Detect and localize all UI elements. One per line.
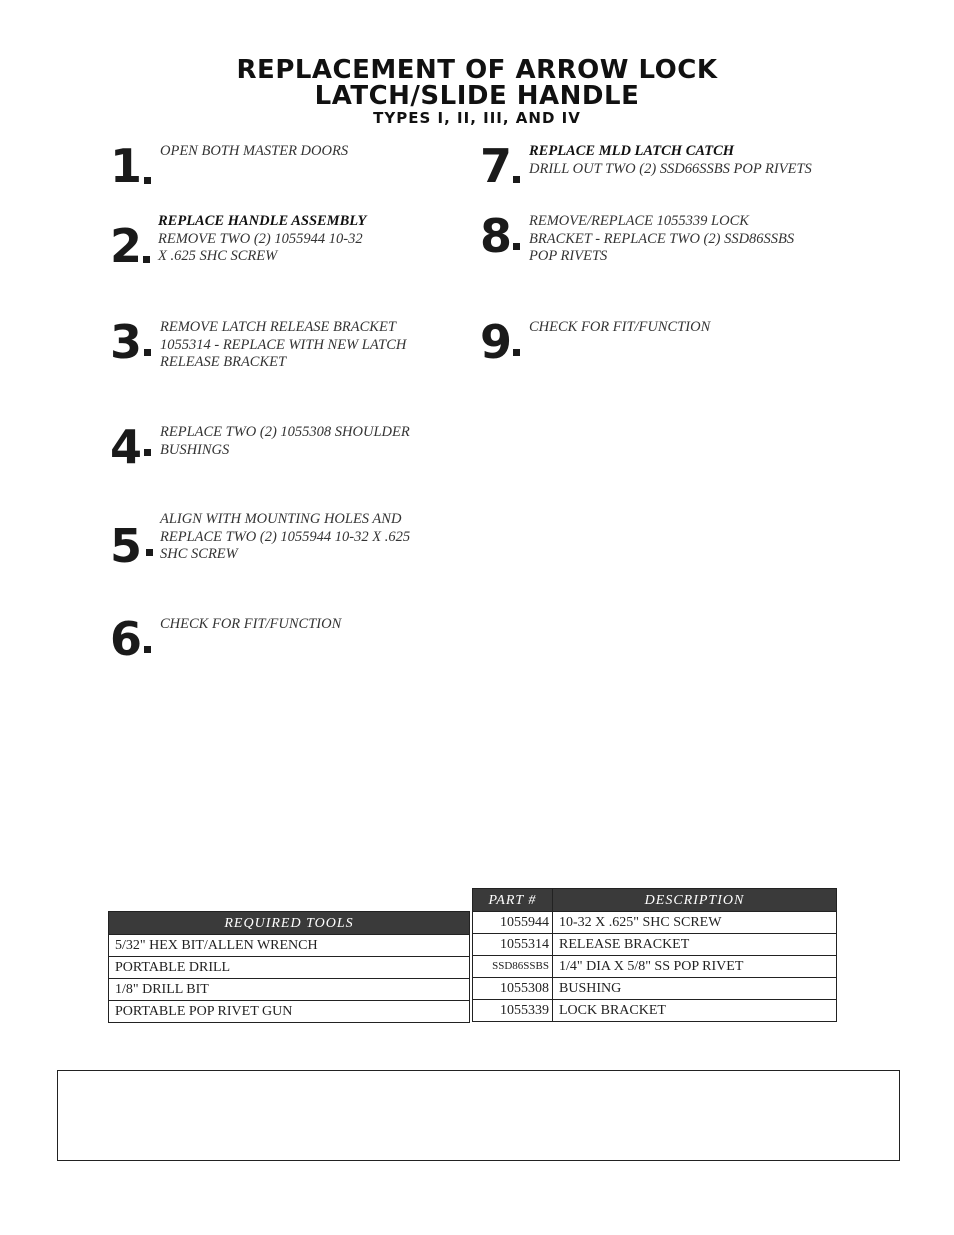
title-line-1: REPLACEMENT OF ARROW LOCK bbox=[236, 55, 718, 85]
table-row: 1/8" DRILL BIT bbox=[109, 979, 470, 1001]
step-text: REMOVE LATCH RELEASE BRACKET 1055314 - REPLACE WITH NEW LATCH RELEASE BRACKET bbox=[160, 319, 407, 370]
required-tools-table bbox=[108, 911, 470, 1023]
table-row: 1055308 BUSHING bbox=[473, 978, 837, 1000]
step-number: 1 bbox=[110, 139, 143, 193]
description-header: DESCRIPTION bbox=[553, 889, 837, 912]
title-line-2: LATCH/SLIDE HANDLE bbox=[314, 81, 640, 111]
step-dot bbox=[144, 177, 151, 184]
step-text: ALIGN WITH MOUNTING HOLES AND REPLACE TWO (2) 1055944 10-32 X .625 SHC SCREW bbox=[160, 511, 411, 562]
step-number: 7 bbox=[480, 139, 513, 193]
part-number-header: PART # bbox=[473, 889, 553, 912]
step-text: REPLACE MLD LATCH CATCH DRILL OUT TWO (2) SSD66SSBS POP RIVETS bbox=[529, 143, 812, 177]
parts-table bbox=[472, 888, 837, 1022]
step-dot bbox=[144, 349, 151, 356]
table-row: 1055339 LOCK BRACKET bbox=[473, 1000, 837, 1022]
step-number: 9 bbox=[480, 315, 513, 369]
step-number: 5 bbox=[110, 519, 143, 573]
step-dot bbox=[513, 243, 520, 250]
step-number: 4 bbox=[110, 420, 143, 474]
table-row: SSD86SSBS 1/4" DIA X 5/8" SS POP RIVET bbox=[473, 956, 837, 978]
step-number: 2 bbox=[110, 219, 143, 273]
step-dot bbox=[144, 449, 151, 456]
step-text: REPLACE TWO (2) 1055308 SHOULDER BUSHINGS bbox=[160, 424, 410, 458]
step-text: REMOVE/REPLACE 1055339 LOCK BRACKET - REPLACE TWO (2) SSD86SSBS POP RIVETS bbox=[529, 213, 795, 264]
notes-box bbox=[57, 1070, 900, 1161]
step-dot bbox=[513, 349, 520, 356]
table-row: PORTABLE DRILL bbox=[109, 957, 470, 979]
table-row: 1055944 10-32 X .625" SHC SCREW bbox=[473, 912, 837, 934]
table-row: 1055314 RELEASE BRACKET bbox=[473, 934, 837, 956]
step-number: 8 bbox=[480, 209, 513, 263]
step-dot bbox=[143, 256, 150, 263]
step-dot bbox=[144, 646, 151, 653]
step-text: OPEN BOTH MASTER DOORS bbox=[160, 143, 349, 159]
tools-header: REQUIRED TOOLS bbox=[109, 912, 470, 935]
table-row: 5/32" HEX BIT/ALLEN WRENCH bbox=[109, 935, 470, 957]
step-number: 3 bbox=[110, 315, 143, 369]
step-dot bbox=[146, 549, 153, 556]
step-number: 6 bbox=[110, 612, 143, 666]
step-text: REPLACE HANDLE ASSEMBLY REMOVE TWO (2) 1055944 10-32 X .625 SHC SCREW bbox=[158, 213, 367, 264]
step-text: CHECK FOR FIT/FUNCTION bbox=[160, 616, 342, 632]
step-dot bbox=[513, 176, 520, 183]
table-row: PORTABLE POP RIVET GUN bbox=[109, 1001, 470, 1023]
title-types: TYPES I, II, III, AND IV bbox=[373, 109, 581, 127]
step-text: CHECK FOR FIT/FUNCTION bbox=[529, 319, 711, 335]
